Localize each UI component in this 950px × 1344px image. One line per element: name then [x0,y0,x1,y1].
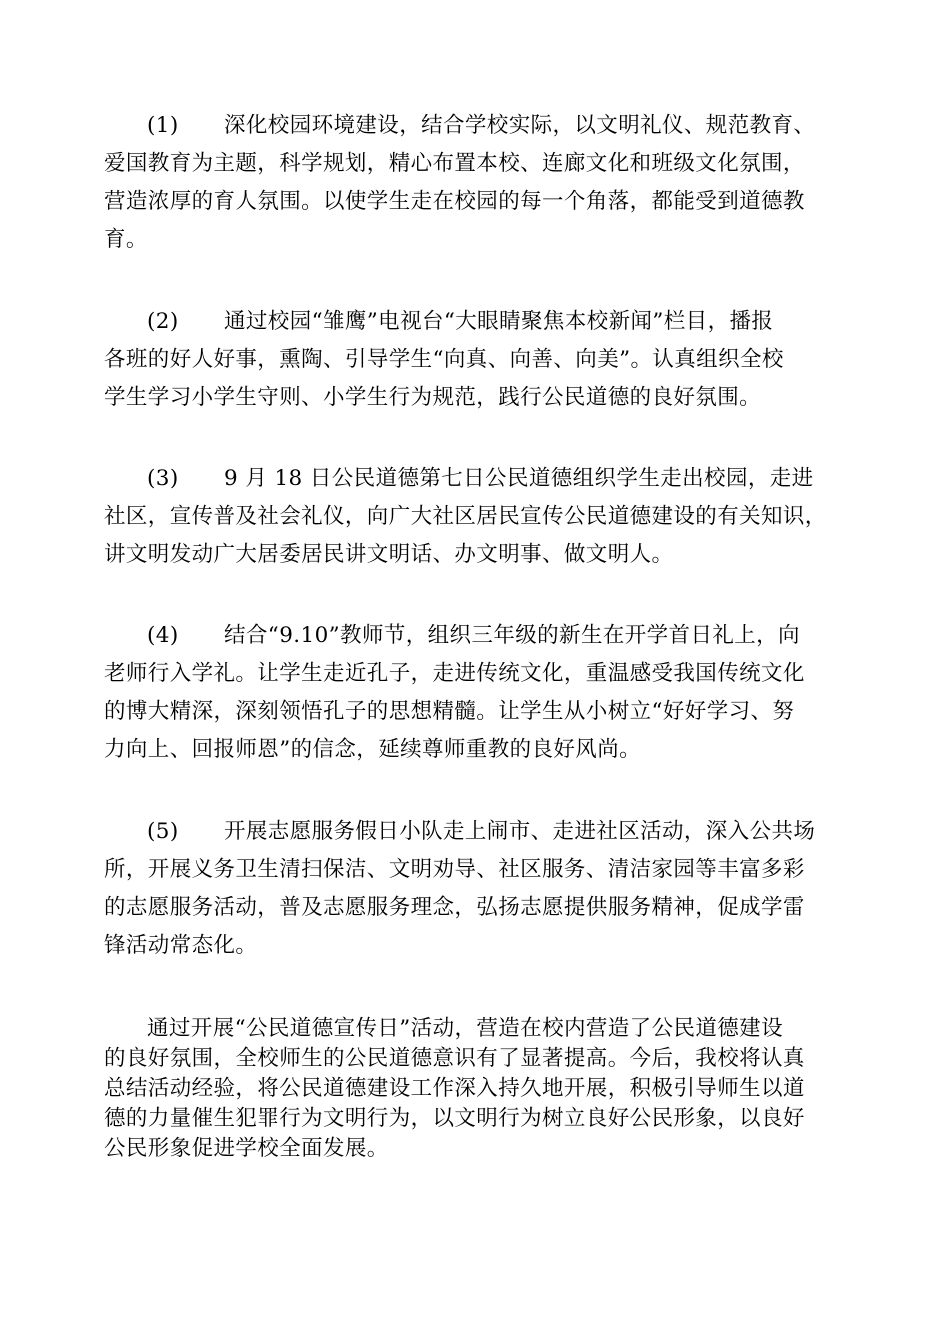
conclusion-paragraph [104,1014,864,1164]
item-text-line: 所，开展义务卫生清扫保洁、文明劝导、社区服务、清洁家园等丰富多彩 [104,857,805,882]
item-number: (5) [147,819,179,844]
list-item-2 [104,303,864,417]
item-text-line: 的志愿服务活动，普及志愿服务理念，弘扬志愿提供服务精神，促成学雷 [104,895,805,920]
item-text-line: 开展志愿服务假日小队走上闹市、走进社区活动，深入公共场 [224,819,816,844]
conclusion-text-line: 的良好氛围，全校师生的公民道德意识有了显著提高。今后，我校将认真 [104,1046,805,1071]
list-item-1 [104,107,864,259]
item-text-line: 的博大精深，深刻领悟孔子的思想精髓。让学生从小树立“好好学习、努 [104,699,795,724]
conclusion-text-line: 总结活动经验，将公民道德建设工作深入持久地开展，积极引导师生以道 [104,1076,805,1101]
conclusion-text-line: 公民形象促进学校全面发展。 [104,1136,389,1161]
item-number: (3) [147,466,179,491]
item-number: (1) [147,113,179,138]
item-text-line: 爱国教育为主题，科学规划，精心布置本校、连廊文化和班级文化氛围， [104,151,805,176]
conclusion-text-line: 通过开展“公民道德宣传日”活动，营造在校内营造了公民道德建设 [147,1016,783,1041]
list-item-4 [104,617,864,769]
item-text-line: 各班的好人好事，熏陶、引导学生“向真、向善、向美”。认真组织全校 [104,347,784,372]
item-text-line: 育。 [104,227,148,252]
item-number: (2) [147,309,179,334]
item-text-line: 老师行入学礼。让学生走近孔子，走进传统文化，重温感受我国传统文化 [104,661,805,686]
item-text-line: 讲文明发动广大居委居民讲文明话、办文明事、做文明人。 [104,542,674,567]
item-text-line: 通过校园“雏鹰”电视台“大眼睛聚焦本校新闻”栏目，播报 [224,309,774,334]
conclusion-text-line: 德的力量催生犯罪行为文明行为，以文明行为树立良好公民形象，以良好 [104,1106,805,1131]
list-item-3 [104,460,864,574]
item-number: (4) [147,623,179,648]
item-text-line: 营造浓厚的育人氛围。以使学生走在校园的每一个角落，都能受到道德教 [104,189,805,214]
item-text-line: 结合“9.10”教师节，组织三年级的新生在开学首日礼上，向 [224,623,800,648]
item-text-line: 学生学习小学生守则、小学生行为规范，践行公民道德的良好氛围。 [104,385,762,410]
item-text-line: 力向上、回报师恩”的信念，延续尊师重教的良好风尚。 [104,737,641,762]
item-text-line: 9 月 18 日公民道德第七日公民道德组织学生走出校园，走进 [224,466,814,491]
item-text-line: 深化校园环境建设，结合学校实际，以文明礼仪、规范教育、 [224,113,816,138]
item-text-line: 社区，宣传普及社会礼仪，向广大社区居民宣传公民道德建设的有关知识， [104,504,827,529]
item-text-line: 锋活动常态化。 [104,933,258,958]
list-item-5 [104,813,864,965]
